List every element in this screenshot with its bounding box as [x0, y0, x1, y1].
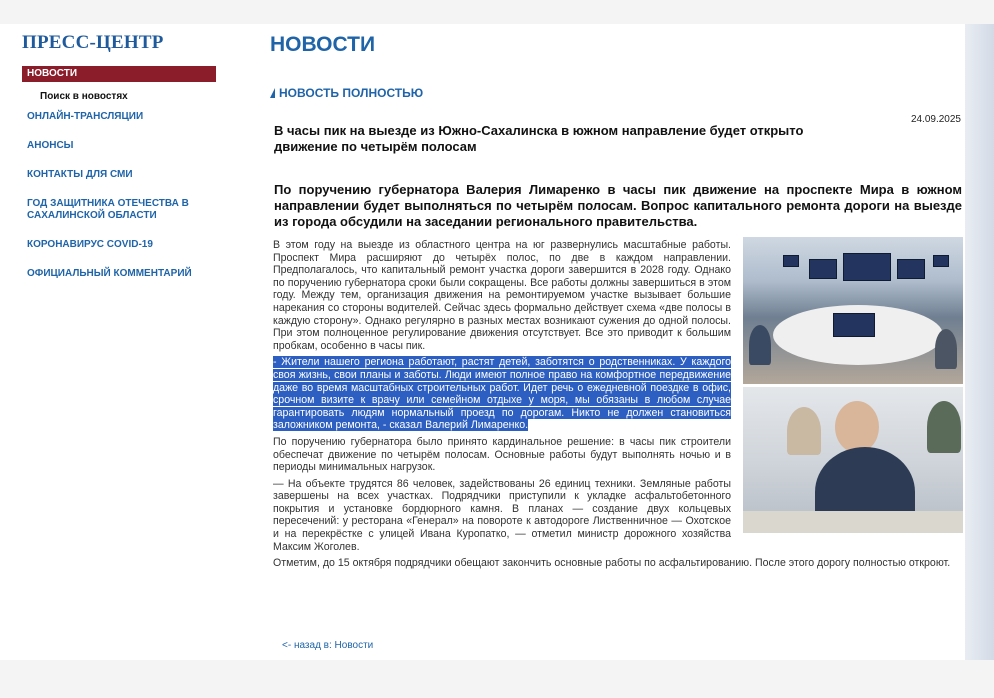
article-paragraph: По поручению губернатора было принято кардинальное решение: в часы пик строители обеспечат движение по четырём полосам. Основные работы будут выполнять ночью и в периоды минимальных нагрузок. — [273, 435, 731, 474]
triangle-icon — [270, 88, 275, 98]
sidebar-item-media-contacts[interactable]: КОНТАКТЫ ДЛЯ СМИ — [27, 169, 133, 180]
back-to-news-link[interactable]: <- назад в: Новости — [282, 640, 374, 651]
article-paragraph: — На объекте трудятся 86 человек, задействованы 26 единиц техники. Земляные работы завершены на всех участках. Подрядчики приступили к укладке асфальтобетонного покрытия и установке бордюрного камня. В планах — создание двух кольцевых пересечений: у ресторана «Генерал» на повороте к автодороге Лиственничное — Охотское и на перекрёстке с улицей Ивана Куропатко, — отметил министр дорожного хозяйства Максим Жоголев. — [273, 477, 731, 553]
selected-quote-text: - Жители нашего региона работают, растят детей, заботятся о родственниках. У каждого своя жизнь, свои планы и заботы. Люди имеют полное право на комфортное передвижение даже во время масштабных строительных работ. Идет речь о ежедневной поездке в офис, срочном визите к врачу или семейном отдыхе у моря, мы обязаны в любом случае гарантировать людям нормальный проезд по дорогам. Никто не должен становиться заложником ремонта, - сказал Валерий Лимаренко. — [273, 356, 731, 432]
sidebar-item-official-comment[interactable]: ОФИЦИАЛЬНЫЙ КОММЕНТАРИЙ — [27, 268, 192, 279]
sidebar-item-news[interactable]: НОВОСТИ — [22, 66, 216, 82]
page-title: НОВОСТИ — [270, 33, 376, 56]
article-headline: В часы пик на выезде из Южно-Сахалинска в южном направление будет открыто движение по четырём полосам — [274, 123, 804, 154]
article-date: 24.09.2025 — [910, 114, 961, 125]
bottom-strip — [0, 660, 994, 698]
main-content — [270, 32, 965, 651]
sidebar-item-broadcasts[interactable]: ОНЛАЙН-ТРАНСЛЯЦИИ — [27, 111, 144, 122]
article-body — [273, 239, 963, 574]
press-center-logo[interactable]: ПРЕСС-ЦЕНТР — [22, 32, 164, 53]
right-decorative-panel — [965, 24, 994, 660]
sidebar-item-announcements[interactable]: АНОНСЫ — [27, 140, 74, 151]
sidebar-item-news-search[interactable]: Поиск в новостях — [40, 91, 128, 102]
sidebar — [22, 32, 216, 297]
sidebar-item-defender-year[interactable]: ГОД ЗАЩИТНИКА ОТЕЧЕСТВА В САХАЛИНСКОЙ ОБЛАСТИ — [27, 198, 189, 221]
article-lead: По поручению губернатора Валерия Лимаренко в часы пик движение на проспекте Мира в южном направлении будет выполняться по четырём полосам. Вопрос капитального ремонта дороги на выезде из города обсудили на заседании регионального правительства. — [274, 182, 962, 229]
section-title-label: НОВОСТЬ ПОЛНОСТЬЮ — [279, 86, 424, 100]
article-photos — [743, 237, 963, 533]
article-paragraph: В этом году на выезде из областного центра на юг развернулись масштабные работы. Проспект Мира расширяют до четырёх полос, по две в каждом направлении. Предполагалось, что капитальный ремонт участка дороги завершится в 2028 году. Однако по поручению губернатора сроки были сокращены. Все работы должны завершиться в этом году. Между тем, организация движения на ремонтируемом участке вызывает большие нарекания со стороны водителей. Сейчас здесь формально действует схема «две полосы в каждую сторону». Однако регулярно в разных местах возникают сужения до одной полосы. При этом полноценное регулирование движения отсутствует. Все это приводит к большим пробкам, особенно в часы пик. — [273, 239, 731, 352]
article-paragraph: Отметим, до 15 октября подрядчики обещают закончить основные работы по асфальтированию. После этого дорогу полностью откроют. — [273, 557, 951, 570]
meeting-room-photo[interactable] — [743, 237, 963, 384]
sidebar-item-covid[interactable]: КОРОНАВИРУС COVID-19 — [27, 239, 153, 250]
browser-top-strip — [0, 0, 994, 24]
section-title[interactable] — [270, 86, 423, 100]
governor-portrait-photo[interactable] — [743, 387, 963, 533]
